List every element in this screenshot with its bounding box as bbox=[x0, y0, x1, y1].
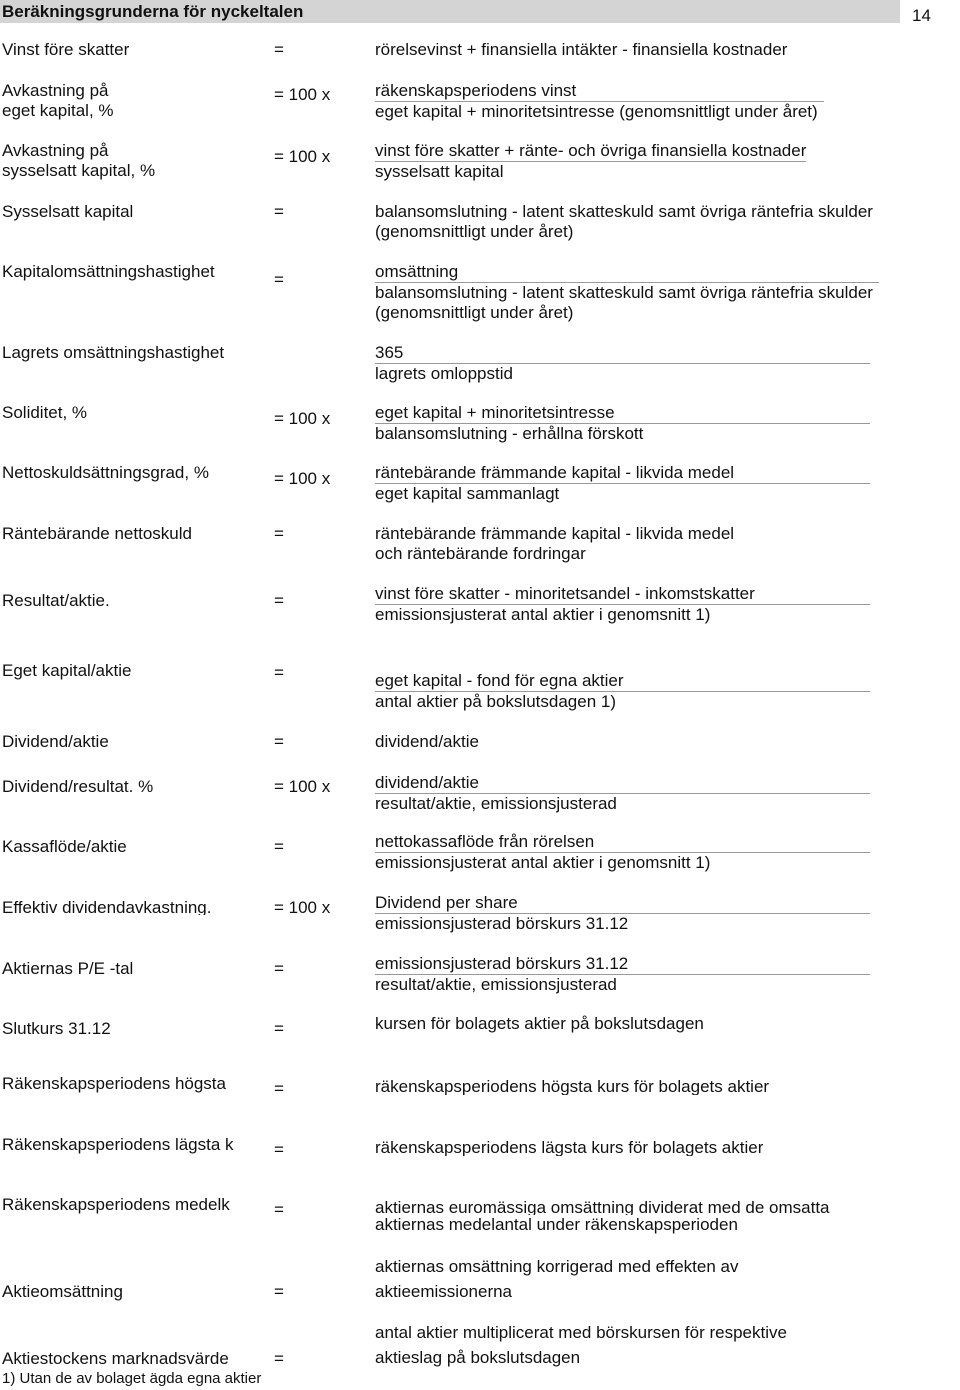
formula: Dividend per share emissionsjusterad börskurs 31.12 bbox=[375, 893, 864, 934]
formula: dividend/aktie bbox=[375, 732, 479, 751]
formula: vinst före skatter + ränte- och övriga finansiella kostnader sysselsatt kapital bbox=[375, 141, 807, 181]
formula: räkenskapsperiodens högsta kurs för bolagets aktier bbox=[375, 1077, 770, 1095]
formula: 365 lagrets omloppstid bbox=[375, 343, 864, 384]
key-figure-label: Räkenskapsperiodens högsta bbox=[2, 1074, 226, 1093]
equals-sign: = bbox=[274, 959, 284, 978]
equals-sign: = bbox=[274, 663, 284, 682]
equals-sign: = bbox=[274, 1019, 284, 1038]
formula: emissionsjusterad börskurs 31.12 resultat/aktie, emissionsjusterad bbox=[375, 954, 864, 995]
formula: räntebärande främmande kapital - likvida medel och räntebärande fordringar bbox=[375, 524, 735, 563]
formula: eget kapital - fond för egna aktier antal aktier på bokslutsdagen 1) bbox=[375, 671, 864, 712]
equals-sign: = bbox=[274, 1282, 284, 1301]
formula: omsättning balansomslutning - latent skatteskuld samt övriga räntefria skulder (genomsnittligt under året) bbox=[375, 262, 873, 323]
multiplier: = 100 x bbox=[274, 409, 331, 428]
key-figure-label: Eget kapital/aktie bbox=[2, 661, 132, 680]
key-figure-label: Aktieomsättning bbox=[2, 1282, 123, 1301]
formula: dividend/aktie resultat/aktie, emissionsjusterad bbox=[375, 773, 864, 814]
equals-sign: = bbox=[274, 1200, 284, 1219]
multiplier: = 100 x bbox=[274, 777, 331, 796]
key-figure-label: Nettoskuldsättningsgrad, % bbox=[2, 463, 209, 482]
footnote: 1) Utan de av bolaget ägda egna aktier bbox=[2, 1370, 262, 1387]
formula: eget kapital + minoritetsintresse balansomslutning - erhållna förskott bbox=[375, 403, 864, 444]
formula: rörelsevinst + finansiella intäkter - finansiella kostnader bbox=[375, 40, 788, 59]
equals-sign: = bbox=[274, 837, 284, 856]
formula: räkenskapsperiodens vinst eget kapital + minoritetsintresse (genomsnittligt under året) bbox=[375, 81, 818, 122]
formula: vinst före skatter - minoritetsandel - inkomstskatter emissionsjusterat antal aktier i genomsnitt 1) bbox=[375, 584, 864, 625]
formula: nettokassaflöde från rörelsen emissionsjusterat antal aktier i genomsnitt 1) bbox=[375, 832, 864, 873]
page-title: Beräkningsgrunderna för nyckeltalen bbox=[0, 0, 900, 23]
formula: kursen för bolagets aktier på bokslutsdagen bbox=[375, 1014, 704, 1033]
key-figure-label: Aktiernas P/E -tal bbox=[2, 959, 134, 978]
key-figure-label: Kapitalomsättningshastighet bbox=[2, 262, 215, 281]
equals-sign: = bbox=[274, 202, 284, 221]
key-figure-label: Dividend/resultat. % bbox=[2, 777, 154, 796]
multiplier: = 100 x bbox=[274, 85, 331, 104]
key-figure-label: Aktiestockens marknadsvärde bbox=[2, 1349, 229, 1368]
equals-sign: = bbox=[274, 1349, 284, 1368]
equals-sign: = bbox=[274, 524, 284, 543]
formula: aktiernas euromässiga omsättning dividerat med de omsatta aktiernas medelantal under räkenskapsperioden bbox=[375, 1198, 830, 1234]
equals-sign: = bbox=[274, 732, 284, 751]
multiplier: = 100 x bbox=[274, 898, 331, 917]
key-figure-label: Vinst före skatter bbox=[2, 40, 130, 59]
multiplier: = 100 x bbox=[274, 147, 331, 166]
page-number: 14 bbox=[912, 6, 931, 25]
equals-sign: = bbox=[274, 591, 284, 610]
key-figure-label: Kassaflöde/aktie bbox=[2, 837, 127, 856]
formula: aktiernas omsättning korrigerad med effekten av aktieemissionerna bbox=[375, 1257, 739, 1301]
formula: antal aktier multiplicerat med börskursen för respektive aktieslag på bokslutsdagen bbox=[375, 1323, 787, 1367]
formula: balansomslutning - latent skatteskuld samt övriga räntefria skulder (genomsnittligt under året) bbox=[375, 202, 873, 241]
key-figure-label: Räntebärande nettoskuld bbox=[2, 524, 192, 543]
key-figure-label: Effektiv dividendavkastning. bbox=[2, 898, 212, 915]
key-figure-label: Avkastning på eget kapital, % bbox=[2, 81, 114, 120]
key-figure-label: Dividend/aktie bbox=[2, 732, 109, 751]
key-figure-label: Slutkurs 31.12 bbox=[2, 1019, 111, 1038]
key-figure-label: Resultat/aktie. bbox=[2, 591, 110, 610]
formula: räntebärande främmande kapital - likvida medel eget kapital sammanlagt bbox=[375, 463, 864, 504]
key-figure-label: Lagrets omsättningshastighet bbox=[2, 343, 225, 362]
equals-sign: = bbox=[274, 270, 284, 289]
key-figure-label: Soliditet, % bbox=[2, 403, 88, 422]
equals-sign: = bbox=[274, 1079, 284, 1098]
key-figure-label: Avkastning på sysselsatt kapital, % bbox=[2, 141, 156, 180]
formula: räkenskapsperiodens lägsta kurs för bolagets aktier bbox=[375, 1138, 764, 1156]
equals-sign: = bbox=[274, 40, 284, 59]
key-figure-label: Räkenskapsperiodens medelk bbox=[2, 1195, 230, 1214]
key-figure-label: Räkenskapsperiodens lägsta k bbox=[2, 1135, 234, 1154]
key-figure-label: Sysselsatt kapital bbox=[2, 202, 134, 221]
multiplier: = 100 x bbox=[274, 469, 331, 488]
equals-sign: = bbox=[274, 1140, 284, 1159]
